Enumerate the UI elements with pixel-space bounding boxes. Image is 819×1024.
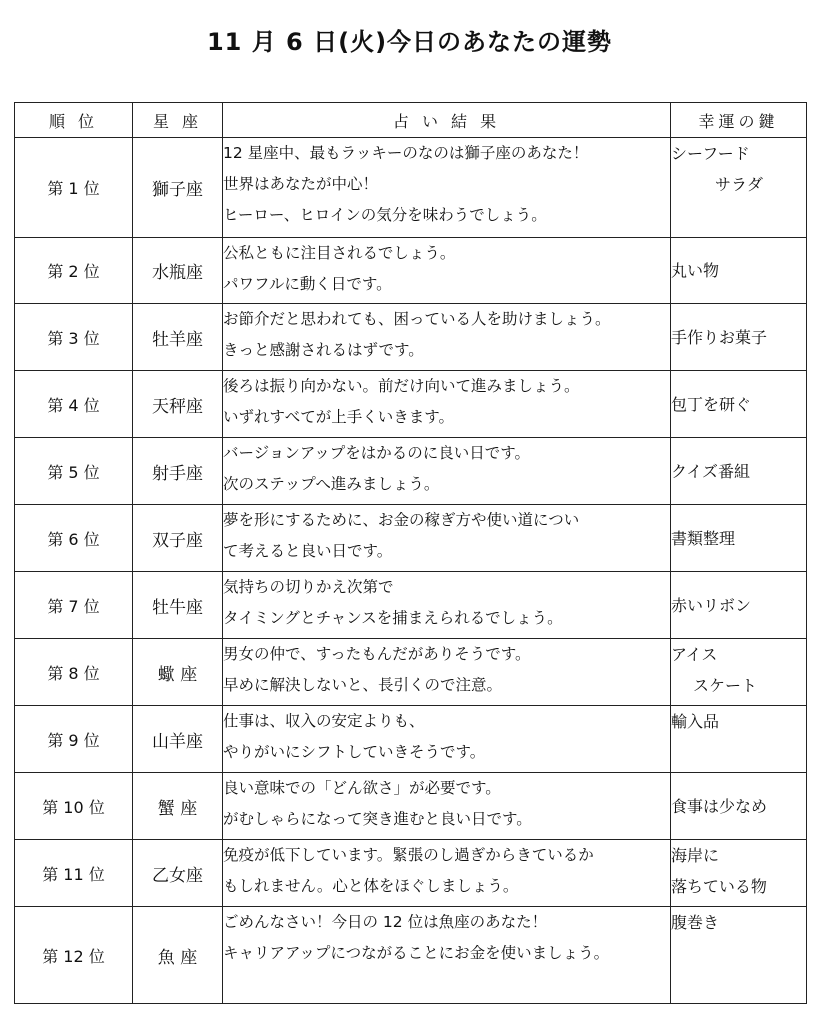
result-line: もしれません。心と体をほぐしましょう。 <box>223 877 519 895</box>
lucky-line: クイズ番組 <box>671 461 751 481</box>
table-row <box>15 438 807 505</box>
sign-cell: 射手座 <box>133 438 223 505</box>
lucky-cell <box>671 438 807 505</box>
header-rank: 順 位 <box>15 103 133 138</box>
sign-cell: 山羊座 <box>133 706 223 773</box>
lucky-line: 赤いリボン <box>671 595 752 615</box>
header-result: 占 い 結 果 <box>223 103 671 138</box>
rank-cell: 第 10 位 <box>15 773 133 840</box>
result-line: 気持ちの切りかえ次第で <box>223 578 394 596</box>
result-cell <box>223 840 671 907</box>
result-line: やりがいにシフトしていきそうです。 <box>223 743 486 761</box>
result-cell <box>223 706 671 773</box>
result-cell <box>223 907 671 1004</box>
lucky-cell <box>671 304 807 371</box>
lucky-cell <box>671 907 807 1004</box>
result-line: パワフルに動く日です。 <box>223 275 392 293</box>
result-cell <box>223 639 671 706</box>
result-cell <box>223 572 671 639</box>
rank-cell: 第 7 位 <box>15 572 133 639</box>
fortune-table <box>14 102 807 1004</box>
table-row <box>15 840 807 907</box>
table-row <box>15 773 807 840</box>
lucky-line: サラダ <box>715 175 763 194</box>
lucky-cell <box>671 371 807 438</box>
result-line: キャリアアップにつながることにお金を使いましょう。 <box>223 944 610 962</box>
lucky-line: 包丁を研ぐ <box>671 394 752 414</box>
rank-cell: 第 6 位 <box>15 505 133 572</box>
table-row <box>15 371 807 438</box>
lucky-cell <box>671 773 807 840</box>
lucky-cell <box>671 639 807 706</box>
rank-cell: 第 3 位 <box>15 304 133 371</box>
result-line: ヒーロー、ヒロインの気分を味わうでしょう。 <box>223 206 547 224</box>
result-line: 免疫が低下しています。緊張のし過ぎからきているか <box>223 846 594 864</box>
sign-cell: 獅子座 <box>133 138 223 238</box>
result-line: お節介だと思われても、困っている人を助けましょう。 <box>223 310 611 328</box>
result-cell <box>223 304 671 371</box>
lucky-cell <box>671 572 807 639</box>
result-line: がむしゃらになって突き進むと良い日です。 <box>223 810 532 828</box>
result-line: ごめんなさい！今日の 12 位は魚座のあなた！ <box>223 913 548 931</box>
lucky-cell <box>671 706 807 773</box>
sign-cell: 牡羊座 <box>133 304 223 371</box>
result-cell <box>223 505 671 572</box>
result-line: きっと感謝されるはずです。 <box>223 341 424 359</box>
result-line: 世界はあなたが中心！ <box>223 175 379 193</box>
header-lucky-key: 幸運の鍵 <box>671 103 807 138</box>
lucky-line: シーフード <box>671 144 750 163</box>
result-line: 仕事は、収入の安定よりも、 <box>223 712 425 730</box>
table-row <box>15 572 807 639</box>
result-cell <box>223 371 671 438</box>
lucky-line: 海岸に <box>671 846 720 865</box>
lucky-line: 書類整理 <box>671 528 736 548</box>
sign-cell: 乙女座 <box>133 840 223 907</box>
table-row <box>15 505 807 572</box>
rank-cell: 第 8 位 <box>15 639 133 706</box>
result-line: タイミングとチャンスを捕まえられるでしょう。 <box>223 609 563 627</box>
result-line: 男女の仲で、すったもんだがありそうです。 <box>223 645 531 663</box>
result-cell <box>223 773 671 840</box>
header-sign: 星 座 <box>133 103 223 138</box>
rank-cell: 第 12 位 <box>15 907 133 1004</box>
sign-cell: 牡牛座 <box>133 572 223 639</box>
rank-cell: 第 2 位 <box>15 238 133 304</box>
sign-cell: 水瓶座 <box>133 238 223 304</box>
table-row <box>15 304 807 371</box>
rank-cell: 第 11 位 <box>15 840 133 907</box>
lucky-line: 落ちている物 <box>671 877 767 896</box>
page-title: 11 月 6 日(火)今日のあなたの運勢 <box>206 28 613 56</box>
table-row <box>15 639 807 706</box>
sign-cell: 双子座 <box>133 505 223 572</box>
lucky-line: 手作りお菓子 <box>671 327 768 347</box>
result-cell <box>223 238 671 304</box>
table-row <box>15 238 807 304</box>
sign-cell: 天秤座 <box>133 371 223 438</box>
lucky-cell <box>671 238 807 304</box>
rank-cell: 第 9 位 <box>15 706 133 773</box>
result-line: いずれすべてが上手くいきます。 <box>223 408 454 426</box>
result-line: 次のステップへ進みましょう。 <box>223 475 440 493</box>
lucky-line: 食事は少なめ <box>671 796 768 816</box>
table-row <box>15 138 807 238</box>
lucky-cell <box>671 138 807 238</box>
sign-cell: 魚 座 <box>133 907 223 1004</box>
lucky-line: 輸入品 <box>671 712 720 731</box>
lucky-line: 丸い物 <box>671 261 720 280</box>
lucky-cell <box>671 505 807 572</box>
rank-cell: 第 1 位 <box>15 138 133 238</box>
table-row <box>15 907 807 1004</box>
result-line: 後ろは振り向かない。前だけ向いて進みましょう。 <box>223 377 580 395</box>
result-line: 早めに解決しないと、長引くので注意。 <box>223 676 503 694</box>
lucky-line: 腹巻き <box>671 913 720 932</box>
result-line: 良い意味での「どん欲さ」が必要です。 <box>223 779 501 797</box>
rank-cell: 第 4 位 <box>15 371 133 438</box>
result-line: て考えると良い日です。 <box>223 542 393 560</box>
result-line: 公私ともに注目されるでしょう。 <box>223 244 456 262</box>
lucky-line: スケート <box>693 676 758 695</box>
sign-cell: 蟹 座 <box>133 773 223 840</box>
result-cell <box>223 438 671 505</box>
result-line: 12 星座中、最もラッキーのなのは獅子座のあなた！ <box>223 144 589 162</box>
sign-cell: 蠍 座 <box>133 639 223 706</box>
lucky-cell <box>671 840 807 907</box>
result-cell <box>223 138 671 238</box>
rank-cell: 第 5 位 <box>15 438 133 505</box>
lucky-line: アイス <box>671 645 718 664</box>
result-line: バージョンアップをはかるのに良い日です。 <box>223 444 531 462</box>
result-line: 夢を形にするために、お金の稼ぎ方や使い道につい <box>223 511 580 529</box>
table-row <box>15 706 807 773</box>
header-row <box>15 103 807 138</box>
